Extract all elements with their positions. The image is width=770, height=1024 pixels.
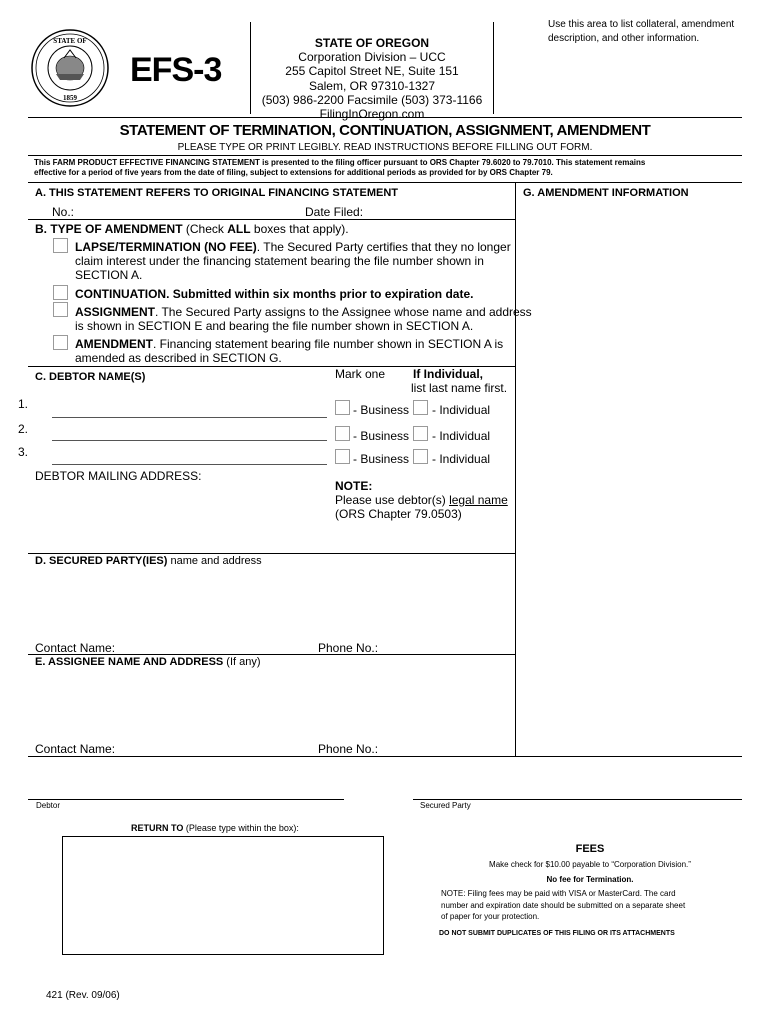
secured-party-contact-label: Contact Name: <box>35 641 116 655</box>
note-text: Please use debtor(s) <box>335 493 450 507</box>
fees-check-line: Make check for $10.00 payable to “Corporation Division.” <box>489 860 691 869</box>
agency-line: STATE OF OREGON <box>314 36 430 50</box>
section-e-title: E. ASSIGNEE NAME AND ADDRESS <box>35 656 224 668</box>
rule <box>28 756 742 757</box>
lapse-termination-checkbox[interactable] <box>53 238 68 253</box>
agency-line: (503) 986-2200 Facsimile (503) 373-1166 <box>261 92 483 107</box>
amendment-checkbox[interactable] <box>53 335 68 350</box>
debtor-row-number: 3. <box>18 445 29 459</box>
debtor-1-business-checkbox[interactable] <box>335 400 350 415</box>
debtor-2-business-checkbox[interactable] <box>335 426 350 441</box>
assignee-phone-label: Phone No.: <box>318 742 379 756</box>
mark-one-label: Mark one <box>335 367 386 381</box>
individual-label: - Individual <box>432 429 491 443</box>
return-to-title: RETURN TO <box>131 823 184 833</box>
header-divider-right <box>493 22 494 114</box>
debtor-signature-label: Debtor <box>36 801 61 810</box>
note-heading: NOTE: <box>335 479 373 493</box>
option-text: . The Secured Party assigns to the Assignee whose name and address <box>155 305 532 319</box>
business-label: - Business <box>353 429 410 443</box>
fees-no-fee-line: No fee for Termination. <box>546 875 634 884</box>
agency-line: 255 Capitol Street NE, Suite 151 <box>285 64 459 79</box>
amendment-option <box>75 337 503 365</box>
form-subtitle: PLEASE TYPE OR PRINT LEGIBLY. READ INSTRUCTIONS BEFORE FILLING OUT FORM. <box>177 142 593 153</box>
option-text: . Financing statement bearing file number shown in SECTION A is <box>153 337 504 351</box>
header-divider-left <box>250 22 251 114</box>
assignee-contact-label: Contact Name: <box>35 742 116 756</box>
section-b-title: B. TYPE OF AMENDMENT <box>35 222 183 236</box>
rule <box>28 155 742 156</box>
rule <box>28 117 742 118</box>
option-text: amended as described in SECTION G. <box>75 351 282 365</box>
section-b-all: ALL <box>227 222 251 236</box>
section-g-divider <box>515 182 516 756</box>
form-code: EFS-3 <box>130 51 222 89</box>
assignment-option <box>75 305 532 333</box>
debtor-name-3-input[interactable] <box>52 464 327 465</box>
lapse-termination-option <box>75 240 511 282</box>
fees-note-line: number and expiration date should be submitted on a separate sheet <box>441 900 686 910</box>
option-title: LAPSE/TERMINATION (NO FEE) <box>75 240 257 254</box>
section-c-heading: C. DEBTOR NAME(S) <box>35 371 146 383</box>
option-text: SECTION A. <box>75 268 143 282</box>
debtor-mailing-address-label: DEBTOR MAILING ADDRESS: <box>35 469 202 483</box>
option-text: . The Secured Party certifies that they no longer <box>256 240 511 254</box>
agency-line: Corporation Division – UCC <box>298 50 446 65</box>
date-filed-label: Date Filed: <box>305 205 364 219</box>
svg-text:1859: 1859 <box>63 94 77 102</box>
fees-note-line: NOTE: Filing fees may be paid with VISA or MasterCard. The card <box>441 889 676 898</box>
agency-line: Salem, OR 97310-1327 <box>308 78 436 93</box>
section-d-heading <box>35 555 262 568</box>
side-note-line: Use this area to list collateral, amendment <box>548 19 735 30</box>
option-title: AMENDMENT <box>75 337 153 351</box>
section-b-heading <box>35 222 349 236</box>
section-g-heading: G. AMENDMENT INFORMATION <box>523 187 689 199</box>
section-a-heading: A. THIS STATEMENT REFERS TO ORIGINAL FINANCING STATEMENT <box>35 187 398 199</box>
section-d-title: D. SECURED PARTY(IES) <box>35 555 168 567</box>
debtor-1-individual-checkbox[interactable] <box>413 400 428 415</box>
note-reference: (ORS Chapter 79.0503) <box>335 507 462 521</box>
assignment-checkbox[interactable] <box>53 302 68 317</box>
form-revision: 421 (Rev. 09/06) <box>46 990 120 1001</box>
individual-label: - Individual <box>432 403 491 417</box>
debtor-3-individual-checkbox[interactable] <box>413 449 428 464</box>
debtor-2-individual-checkbox[interactable] <box>413 426 428 441</box>
last-name-first-label: list last name first. <box>411 381 508 395</box>
option-title: CONTINUATION <box>75 287 167 301</box>
original-file-no-label: No.: <box>52 205 75 219</box>
state-seal <box>30 28 110 108</box>
debtor-row-number: 1. <box>18 397 29 411</box>
rule <box>28 182 742 183</box>
fees-note-line: of paper for your protection. <box>441 912 540 921</box>
debtor-signature-line[interactable] <box>28 799 344 800</box>
form-title: STATEMENT OF TERMINATION, CONTINUATION, ASSIGNMENT, AMENDMENT <box>119 122 651 139</box>
debtor-name-1-input[interactable] <box>52 417 327 418</box>
agency-line: FilingInOregon.com <box>319 107 425 122</box>
if-individual-label: If Individual, <box>413 367 484 381</box>
return-to-hint: (Please type within the box): <box>183 823 299 833</box>
individual-label: - Individual <box>432 452 491 466</box>
secured-party-signature-label: Secured Party <box>420 801 471 810</box>
rule <box>28 219 515 220</box>
return-to-box[interactable] <box>62 836 384 955</box>
fees-heading: FEES <box>575 843 605 855</box>
intro-text <box>34 158 742 178</box>
debtor-name-2-input[interactable] <box>52 440 327 441</box>
option-text: claim interest under the financing statement bearing the file number shown in <box>75 254 484 268</box>
section-e-hint: (If any) <box>223 656 261 668</box>
legal-name-note <box>335 479 508 521</box>
rule <box>28 553 515 554</box>
section-b-hint-end: boxes that apply). <box>250 222 349 236</box>
secured-party-phone-label: Phone No.: <box>318 641 379 655</box>
agency-address <box>252 36 492 121</box>
option-title: ASSIGNMENT <box>75 305 156 319</box>
intro-line: This FARM PRODUCT EFFECTIVE FINANCING STATEMENT is presented to the filing officer pursuant to ORS Chapter 79.6020 to 79.7010. This statement remains <box>34 158 646 167</box>
section-b-hint: (Check <box>182 222 228 236</box>
option-text: is shown in SECTION E and bearing the file number shown in SECTION A. <box>75 319 474 333</box>
secured-party-signature-line[interactable] <box>413 799 742 800</box>
business-label: - Business <box>353 403 410 417</box>
debtor-3-business-checkbox[interactable] <box>335 449 350 464</box>
legal-name-text: legal name <box>449 493 508 507</box>
side-note-line: description, and other information. <box>548 33 700 44</box>
side-note <box>548 18 734 46</box>
continuation-option <box>75 287 473 301</box>
intro-line: effective for a period of five years from the date of filing, subject to extensions for additional periods as provided for by ORS Chapter 79. <box>34 168 553 177</box>
continuation-checkbox[interactable] <box>53 285 68 300</box>
option-text: . Submitted within six months prior to expiration date. <box>166 287 474 301</box>
rule <box>28 654 515 655</box>
fees-card-note <box>441 888 685 923</box>
debtor-row-number: 2. <box>18 422 29 436</box>
section-e-heading <box>35 656 261 669</box>
duplicates-warning: DO NOT SUBMIT DUPLICATES OF THIS FILING OR ITS ATTACHMENTS <box>439 930 675 937</box>
svg-text:STATE OF: STATE OF <box>53 37 87 45</box>
section-d-hint: name and address <box>167 555 262 567</box>
business-label: - Business <box>353 452 410 466</box>
return-to-label <box>131 823 299 834</box>
